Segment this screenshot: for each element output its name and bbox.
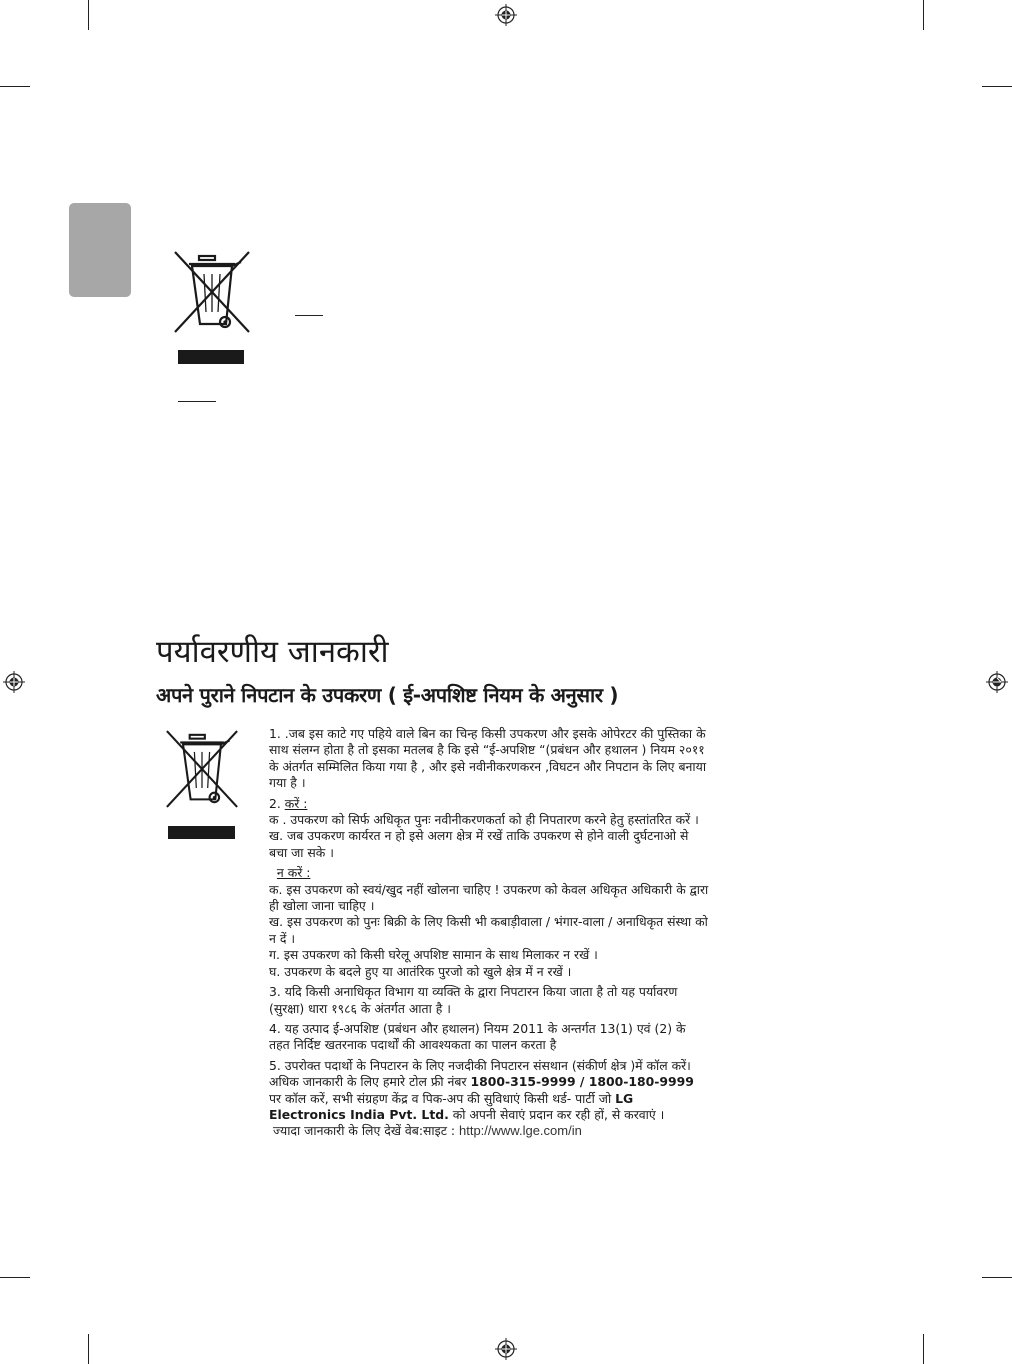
crop-mark-bottom-right-v (923, 1334, 924, 1364)
crossed-out-wheelie-bin-icon (173, 250, 251, 334)
short-rule-top-2 (178, 401, 216, 402)
bin-black-bar-main (168, 826, 235, 839)
dos-item-a: क . उपकरण को सिर्फ अधिकृत पुनः नवीनीकरणकर्ता को ही निपतारण करने हेतु हस्तांतरित करें । (269, 812, 699, 828)
crop-mark-top-left-v (88, 0, 89, 30)
paragraph-5 (269, 1058, 709, 1124)
registration-mark-left-icon (3, 671, 25, 693)
paragraph-4: 4. यह उत्पाद ई-अपशिष्ट (प्रबंधन और हथालन) नियम 2011 के अन्तर्गत 13(1) एवं (2) के तहत निर्दिष्ट खतरनाक पदार्थों की आवश्यकता का पालन करता है (269, 1020, 686, 1053)
paragraph-5-text-a: 5. उपरोक्त पदार्थो के निपटारन के लिए नजदीकी निपटारन संसथान (संकीर्ण क्षेत्र )में कॉल करें। अधिक जानकारी के लिए हमारे टोल फ्री नंबर (269, 1057, 691, 1090)
donts-item-b: ख. इस उपकरण को पुनः बिक्री के लिए किसी भी कबाड़ीवाला / भंगार-वाला / अनाधिकृत संस्था को न दें । (269, 914, 708, 946)
crop-mark-top-left-h (0, 86, 30, 87)
donts-item-c: ग. इस उपकरण को किसी घरेलू अपशिष्ट सामान के साथ मिलाकर न रखें । (269, 947, 598, 963)
donts-item-d: घ. उपकरण के बदले हुए या आतंरिक पुरजो को खुले क्षेत्र में न रखें । (269, 963, 572, 979)
bin-black-bar-top (178, 350, 244, 364)
disposal-instructions (269, 726, 709, 1140)
registration-mark-bottom-icon (495, 1338, 517, 1360)
paragraph-5-text-c: को अपनी सेवाएं प्रदान कर रही हों, से करवाएं । (448, 1106, 665, 1122)
website-line (269, 1123, 709, 1139)
registration-mark-right-icon (986, 671, 1008, 693)
crossed-out-wheelie-bin-icon (165, 729, 239, 809)
dos-item-b: ख. जब उपकरण कार्यरत न हो इसे अलग क्षेत्र में रखें ताकि उपकरण से होने वाली दुर्घटनाओ से बचा जा सके । (269, 828, 689, 860)
donts-title-line (269, 865, 709, 881)
short-rule-top-1 (295, 315, 323, 316)
crop-mark-top-right-v (923, 0, 924, 30)
company-name: LG Electronics India Pvt. Ltd. (269, 1090, 634, 1122)
language-tab (69, 203, 131, 297)
website-url[interactable]: http://www.lge.com/in (459, 1123, 582, 1139)
donts-title: न करें : (276, 865, 311, 881)
crop-mark-bottom-left-v (88, 1334, 89, 1364)
paragraph-1: 1. .जब इस काटे गए पहिये वाले बिन का चिन्ह किसी उपकरण और इसके ओपेरटर की पुस्तिका के साथ संलग्न होता है तो इसका मतलब है कि इसे “ई-अपशिष्ट “(प्रबंधन और हथालन ) नियम २०११ के अंतर्गत सम्मिलित किया गया है , और इसे नवीनीकरणकरन ,विघटन और निपटान के लिए बनाया गया है । (269, 726, 707, 791)
section-subheading: अपने पुराने निपटान के उपकरण ( ई-अपशिष्ट नियम के अनुसार ) (156, 683, 619, 707)
dos-title: करें : (284, 795, 308, 811)
crop-mark-bottom-right-h (982, 1277, 1012, 1278)
paragraph-3: 3. यदि किसी अनाधिकृत विभाग या व्यक्ति के द्वारा निपटारन किया जाता है तो यह पर्यावरण (सुरक्षा) धारा १९८६ के अंतर्गत आता है । (269, 984, 678, 1016)
website-label: ज्यादा जानकारी के लिए देखें वेब:साइट : (272, 1123, 459, 1139)
registration-mark-top-icon (495, 4, 517, 26)
toll-free-numbers: 1800-315-9999 / 1800-180-9999 (470, 1074, 694, 1090)
paragraph-2-number: 2. (269, 795, 285, 811)
paragraph-2-title (269, 796, 709, 812)
section-heading: पर्यावरणीय जानकारी (156, 634, 389, 670)
donts-item-a: क. इस उपकरण को स्वयं/खुद नहीं खोलना चाहिए ! उपकरण को केवल अधिकृत अधिकारी के द्वारा ही खोला जाना चाहिए । (269, 881, 709, 914)
crop-mark-top-right-h (982, 86, 1012, 87)
paragraph-5-text-b: पर कॉल करें, सभी संग्रहण केंद्र व पिक-अप की सुविधाएं किसी थर्ड- पार्टी जो (269, 1090, 616, 1106)
crop-mark-bottom-left-h (0, 1277, 30, 1278)
